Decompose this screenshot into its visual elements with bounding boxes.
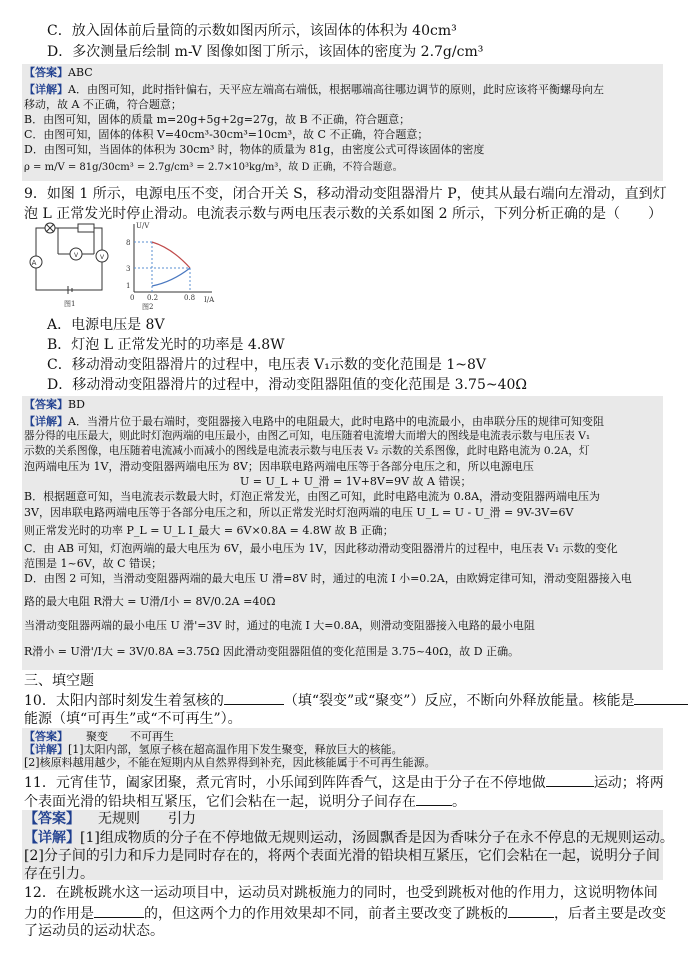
q8-answer [24, 67, 93, 78]
q8-detail-c: C．由图可知，固体的体积 V=40cm³-30cm³=10cm³，故 C 不正确，符合题意； [24, 128, 429, 141]
answer-text: 无规则 引力 [98, 811, 196, 827]
q9-detail-13: 当滑动变阻器两端的最小电压 U 滑'=3V 时，通过的电流 I 大=0.8A，则滑动变阻器接入电路的最小电阻 [24, 619, 535, 632]
q12-stem-part: ，后者主要是改变 [554, 906, 666, 922]
q8-option-c: C．放入固体前后量筒的示数如图丙所示，该固体的体积为 40cm³ [47, 23, 457, 39]
q10-detail-2: [2]核原料越用越少，不能在短期内从自然界得到补充，因此核能属于不可再生能源。 [24, 756, 436, 769]
detail-text: A．由图可知，此时指针偏右，天平应左端高右端低，根据哪端高往哪边调节的原则，此时应该将平衡螺母向左 [68, 83, 604, 96]
q12-blank-1[interactable] [94, 905, 144, 918]
q11-stem-part: 运动；将两 [593, 775, 664, 791]
q9-detail-12: 路的最大电阻 R滑大 = U滑/I小 = 8V/0.2A =40Ω [24, 595, 276, 608]
q9-detail-7: 3V，因串联电路两端电压等于各部分电压之和，所以正常发光时灯泡两端的电压 U_L = U - U_滑 = 9V-3V=6V [24, 506, 574, 519]
q9-detail-2: 器分得的电压最大，则此时灯泡两端的电压最小，由图乙可知，电压随着电流增大而增大的图线是电流表示数与电压表 V₁ [24, 430, 591, 442]
q11-blank-2[interactable] [416, 793, 452, 806]
q12-blank-2[interactable] [508, 905, 554, 918]
q8-detail-a2: 移动，故 A 不正确，符合题意； [24, 98, 182, 111]
tick-y-3: 3 [126, 265, 131, 273]
detail-tag: 【详解】 [24, 415, 68, 428]
q11-blank-1[interactable] [546, 774, 594, 787]
fig2-caption: 图2 [142, 303, 154, 310]
detail-text: [1]组成物质的分子在不停地做无规则运动，汤圆飘香是因为香味分子在永不停息的无规则运动。 [80, 830, 674, 846]
q8-detail-a1 [24, 84, 604, 95]
q12-stem-part: 的，但这两个力的作用效果却不同，前者主要改变了跳板的 [144, 906, 508, 922]
svg-text:V: V [99, 254, 105, 261]
q11-stem-line2 [24, 793, 466, 809]
graph-x-label: I/A [204, 296, 215, 304]
q10-answer [24, 731, 174, 742]
circuit-outline [36, 228, 102, 290]
q11-stem-part: 。 [452, 794, 466, 810]
curve-v1 [152, 268, 190, 286]
q10-stem-part: 10．太阳内部时刻发生着氢核的 [24, 693, 224, 709]
answer-text: 聚变 不可再生 [86, 730, 174, 743]
detail-tag: 【详解】 [24, 743, 68, 756]
detail-tag: 【详解】 [24, 83, 68, 96]
q12-stem-line1: 12．在跳板跳水这一运动项目中，运动员对跳板施力的同时，也受到跳板对他的作用力，这说明物体间 [24, 885, 658, 901]
rheostat-symbol [78, 224, 94, 232]
graph-y-label: U/V [136, 222, 150, 230]
answer-text: BD [68, 398, 85, 411]
curve-v2 [152, 242, 190, 268]
q8-detail-b: B．由图可知，固体的质量 m=20g+5g+2g=27g，故 B 不正确，符合题意； [24, 113, 411, 126]
q8-detail-d2 [24, 163, 403, 173]
detail-tail: ，故 D 正确，不符合题意。 [278, 162, 403, 173]
q8-option-d: D．多次测量后绘制 m-V 图像如图丁所示，该固体的密度为 2.7g/cm³ [47, 44, 484, 60]
density-formula: ρ = m/V = 81g/30cm³ = 2.7g/cm³ = 2.7×10³kg/m³ [24, 162, 279, 173]
svg-text:A: A [31, 259, 37, 267]
detail-text: A．当滑片位于最右端时，变阻器接入电路中的电阻最大，此时电路中的电流最小，由串联分压的规律可知变阻 [68, 415, 604, 428]
q9-stem-line1: 9．如图 1 所示，电源电压不变，闭合开关 S，移动滑动变阻器滑片 P，使其从最右端向左滑动，直到灯 [24, 186, 667, 202]
detail-text: [1]太阳内部，氢原子核在超高温作用下发生聚变，释放巨大的核能。 [68, 743, 403, 756]
q9-option-c: C．移动滑动变阻器滑片的过程中，电压表 V₁示数的变化范围是 1~8V [47, 357, 486, 373]
fig1-caption: 图1 [64, 300, 76, 308]
svg-text:V: V [73, 252, 79, 259]
q9-detail-1 [24, 416, 604, 427]
tick-x-0-8: 0.8 [184, 294, 196, 302]
tick-y-1: 1 [126, 282, 131, 290]
q10-detail-1 [24, 744, 403, 755]
tick-x-0-2: 0.2 [147, 294, 159, 302]
q11-stem-part: 个表面光滑的铅块相互紧压，它们会粘在一起，说明分子间存在 [24, 794, 416, 810]
q9-answer [24, 399, 85, 410]
q12-stem-line2 [24, 905, 666, 921]
q11-detail-2: [2]分子间的引力和斥力是同时存在的，将两个表面光滑的铅块相互紧压，它们会粘在一起，说明分子间 [24, 848, 660, 864]
q11-detail-1 [24, 831, 674, 845]
q10-stem-part: （填“裂变”或“聚变”）反应，不断向外释放能量。核能是 [283, 693, 635, 709]
q9-option-b: B．灯泡 L 正常发光时的功率是 4.8W [47, 337, 285, 353]
q9-detail-11: D．由图 2 可知，当滑动变阻器两端的最大电压 U 滑=8V 时，通过的电流 I 小=0.2A，由欧姆定律可知，滑动变阻器接入电 [24, 572, 632, 585]
q11-stem-part: 11．元宵佳节，阖家团聚，煮元宵时，小乐闻到阵阵香气，这是由于分子在不停地做 [24, 775, 546, 791]
q9-option-d: D．移动滑动变阻器滑片的过程中，滑动变阻器阻值的变化范围是 3.75~40Ω [47, 377, 527, 393]
q9-detail-10: 范围是 1~6V，故 C 错误； [24, 557, 163, 570]
q10-stem-line2: 能源（填“可再生”或“不可再生”）。 [24, 711, 242, 727]
q11-answer [24, 812, 196, 826]
q8-detail-d1: D．由图可知，当固体的体积为 30cm³ 时，物体的质量为 81g，由密度公式可得该固体的密度 [24, 143, 485, 156]
q10-blank-1[interactable] [224, 692, 284, 705]
detail-tag: 【详解】 [24, 830, 80, 846]
answer-tag: 【答案】 [24, 730, 68, 743]
q9-detail-8: 则正常发光时的功率 P_L = U_L I_最大 = 6V×0.8A = 4.8W 故 B 正确； [24, 524, 394, 537]
circuit-figure [28, 222, 112, 310]
tick-x-0: 0 [130, 294, 135, 302]
q9-detail-5: U = U_L + U_滑 = 1V+8V=9V 故 A 错误； [240, 475, 472, 488]
answer-text: ABC [68, 66, 93, 79]
q9-detail-14: R滑小 = U滑'/I大 = 3V/0.8A =3.75Ω 因此滑动变阻器阻值的变化范围是 3.75~40Ω，故 D 正确。 [24, 645, 520, 658]
q10-blank-2[interactable] [634, 692, 688, 705]
answer-tag: 【答案】 [24, 66, 68, 79]
answer-tag: 【答案】 [24, 811, 80, 827]
q12-stem-part: 力的作用是 [24, 906, 94, 922]
q9-detail-4: 泡两端电压为 1V，滑动变阻器两端电压为 8V；因串联电路两端电压等于各部分电压之和，所以电源电压 [24, 460, 534, 473]
q11-detail-3: 存在引力。 [24, 866, 94, 882]
graph-figure [120, 218, 220, 310]
q9-detail-9: C．由 AB 可知，灯泡两端的最大电压为 6V，最小电压为 1V，因此移动滑动变阻器滑片的过程中，电压表 V₁ 示数的变化 [24, 542, 618, 555]
tick-y-8: 8 [126, 239, 131, 247]
q9-option-a: A．电源电压是 8V [47, 317, 165, 333]
q11-stem-line1 [24, 774, 664, 790]
q9-stem-line2: 泡 L 正常发光时停止滑动。电流表示数与两电压表示数的关系如图 2 所示，下列分析正确的是（ ） [24, 206, 663, 222]
answer-tag: 【答案】 [24, 398, 68, 411]
q9-detail-6: B．根据题意可知，当电流表示数最大时，灯泡正常发光，由图乙可知，此时电路电流为 0.8A，滑动变阻器两端电压为 [24, 490, 601, 503]
q9-detail-3: 示数的关系图像，电压随着电流减小而减小的图线是电流表示数与电压表 V₂ 示数的关系图像，此时电路电流为 0.2A，灯 [24, 445, 590, 457]
q12-stem-line3: 了运动员的运动状态。 [24, 923, 164, 939]
section-heading: 三、填空题 [24, 673, 94, 689]
q10-stem-line1 [24, 692, 688, 708]
